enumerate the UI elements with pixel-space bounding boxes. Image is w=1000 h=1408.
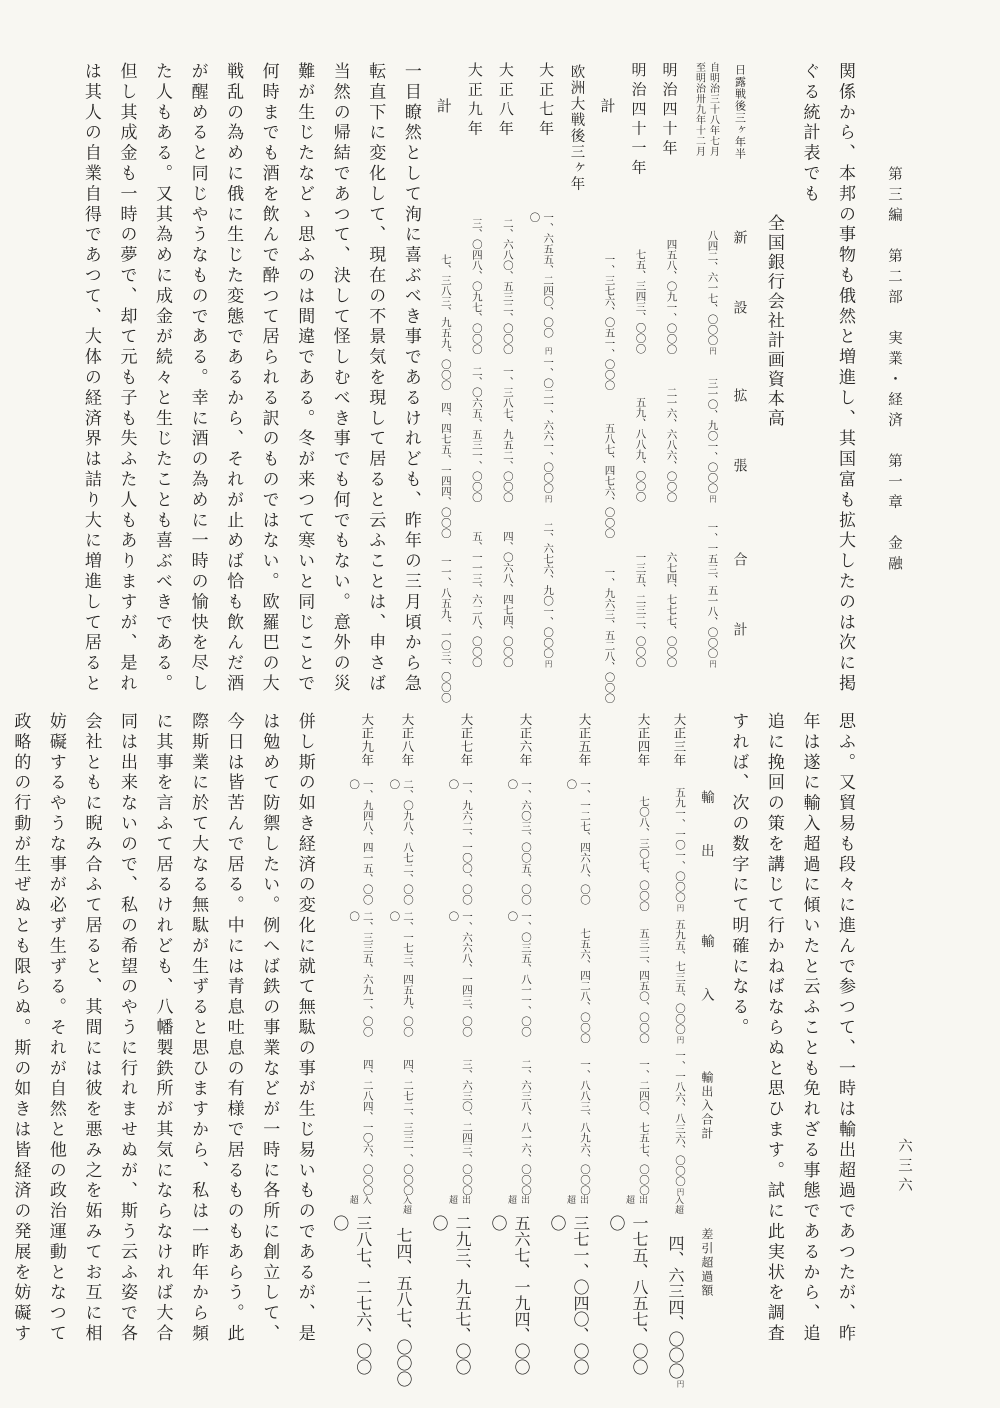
trade-table-row <box>545 712 591 1400</box>
text-column: 関係から、本邦の事物も俄然と増進し、其国富も拡大したのは次に掲 <box>836 62 855 695</box>
trade-cell-export <box>545 779 591 911</box>
amount: 二、六三八、八一六、〇〇〇 <box>520 1058 532 1195</box>
text-column: は其人の自業自得であつて、大体の経済界は詰り大に増進して居ると <box>81 62 101 695</box>
bank-cell-total <box>691 502 719 667</box>
bank-cell-expand <box>691 354 719 502</box>
amount: 四、六三四、〇〇〇 <box>666 1234 684 1379</box>
amount: 五、一一三、六二八、〇〇〇 <box>470 530 482 667</box>
amount: 七五、三四三、〇〇〇 <box>634 249 646 354</box>
top-section <box>65 62 855 704</box>
bank-cell-expand <box>465 354 483 502</box>
balance-direction: 入超 <box>348 1195 372 1205</box>
trade-cell-total <box>604 1043 650 1195</box>
bank-table-row <box>660 62 678 704</box>
bank-row-year: 大正八年 <box>496 62 513 140</box>
amount: 一、六六八、一四三、〇〇〇 <box>447 911 473 1037</box>
amount: 一、二四〇、七五七、〇〇〇 <box>638 1058 650 1195</box>
balance-direction: 出超 <box>566 1195 590 1205</box>
trade-col-header-export: 輸出 <box>698 790 714 897</box>
trade-cell-import <box>486 911 532 1043</box>
bank-period-label: 欧洲大戦後三ヶ年 <box>568 64 585 192</box>
yen-unit: 円 <box>544 494 554 502</box>
amount: 五八七、四七六、〇〇〇 <box>603 422 615 538</box>
bank-row-year <box>691 62 719 212</box>
bottom-section <box>0 712 855 1400</box>
amount: 二、一七三、四五九、〇〇〇 <box>388 911 414 1037</box>
amount: 二、三三五、六九一、〇〇〇 <box>348 911 373 1037</box>
bank-cell-new <box>691 212 719 354</box>
trade-table-row <box>427 712 473 1400</box>
text-column: 妨礙するやうな事が必ず生ずる。それが自然と他の政治運動となつて <box>46 712 66 1345</box>
trade-row-year: 大正六年 <box>518 713 533 767</box>
amount: 一三五、二三二、〇〇〇 <box>634 551 646 667</box>
trade-cell-balance <box>427 1195 473 1387</box>
amount: 一、八八三、八九六、〇〇〇 <box>579 1058 591 1195</box>
bank-col-header-total: 合計 <box>731 552 747 692</box>
bank-cell-new <box>434 248 452 390</box>
balance-direction: 出超 <box>507 1195 531 1205</box>
balance-direction: 出超 <box>625 1195 649 1205</box>
trade-cell-export <box>427 779 473 911</box>
text-column: 政略的の行動が生ぜぬとも限らぬ。斯の如きは皆経済の発展を妨礙す <box>11 712 31 1345</box>
amount: 五九、八八九、〇〇〇 <box>634 397 646 502</box>
bank-table-row <box>527 62 554 704</box>
bank-cell-total <box>434 538 452 703</box>
amount: 一、九六三、五二八、〇〇〇 <box>603 566 615 703</box>
trade-cell-balance <box>328 1195 374 1387</box>
bank-cell-expand <box>598 390 616 538</box>
trade-cell-total <box>328 1043 374 1195</box>
yen-unit: 円 <box>676 903 686 911</box>
bank-cell-new <box>629 212 647 354</box>
trade-cell-total <box>545 1043 591 1195</box>
trade-table-row <box>387 712 414 1400</box>
bank-cell-new <box>465 212 483 354</box>
amount: 二、〇九八、八七二、〇〇〇 <box>388 779 414 905</box>
text-column: すれば、次の数字にて明確になる。 <box>729 712 749 1039</box>
amount: 七〇八、三〇七、〇〇〇 <box>638 795 650 911</box>
amount: 七五六、四二八、〇〇〇 <box>579 927 591 1043</box>
balance-direction: 出超 <box>448 1195 472 1205</box>
bank-cell-total <box>629 502 647 667</box>
bank-row-year: 明治四十年 <box>660 62 677 160</box>
text-column: 年は遂に輸入超過に傾いたと云ふことも免れざる事態であるから、追 <box>800 712 820 1345</box>
text-column: 同は出来ないので、私の希望のやうに行れませぬが、斯う云ふ姿で各 <box>118 712 137 1345</box>
amount: 一、一八六、八三六、〇〇〇 <box>674 1050 686 1187</box>
text-column: ぐる統計表でも <box>800 62 820 205</box>
text-column: に其事を言ふて居るけれども、八幡製鉄所が其気にならなければ大合 <box>153 712 173 1345</box>
bank-table-row <box>691 62 719 704</box>
text-column: 今日は皆苦んで居る。中には青息吐息の有様で居るものもあらう。此 <box>224 712 244 1345</box>
trade-table-row <box>486 712 532 1400</box>
bank-table-header-row <box>732 62 746 704</box>
amount: 一七五、八五七、〇〇〇 <box>607 1214 648 1375</box>
amount: 一、九六二、一〇〇、〇〇〇 <box>447 779 473 905</box>
trade-cell-import <box>427 911 473 1043</box>
yen-unit: 円 <box>676 1187 686 1195</box>
trade-cell-total <box>387 1043 414 1195</box>
bank-row-year: 大正九年 <box>465 62 482 140</box>
yen-unit: 円 <box>544 659 554 667</box>
trade-cell-total <box>486 1043 532 1195</box>
trade-header-spacer <box>699 712 713 778</box>
text-column: 難が生じたなどゝ思ふのは間違である。冬が来つて寒いと同じことで <box>295 62 315 695</box>
amount: 一、六〇三、〇〇五、〇〇〇 <box>506 779 532 905</box>
amount: 一、一二七、四六八、〇〇〇 <box>565 779 591 905</box>
text-column: は勉めて防禦したい。例へば鉄の事業などが一時に各所に創立して、 <box>260 712 280 1345</box>
balance-direction: 入超 <box>402 1195 413 1215</box>
trade-col-header-total: 輸出入合計 <box>699 1071 714 1141</box>
text-column: 戦乱の為めに俄に生じた変態であるから、それが止めば恰も飲んだ酒 <box>224 62 244 695</box>
bank-table-row <box>465 62 483 704</box>
trade-cell-import <box>663 911 686 1043</box>
amount: 三、〇四八、〇九七、〇〇〇 <box>470 217 482 354</box>
trade-cell-export <box>328 779 374 911</box>
bank-row-year: 明治四十一年 <box>629 62 646 179</box>
bank-table-subtotal-row <box>598 62 616 704</box>
trade-cell-import <box>387 911 414 1043</box>
amount: 四、二八四、一〇六、〇〇〇 <box>361 1058 373 1195</box>
yen-unit: 円 <box>676 1035 686 1043</box>
text-column: 思ふ。又貿易も段々に進んで参つて、一時は輸出超過であつたが、昨 <box>836 712 855 1345</box>
amount: 一、三七六、〇五一、〇〇〇 <box>603 253 615 390</box>
amount: 七四、五八七、〇〇〇 <box>394 1227 412 1387</box>
page-number: 六三六 <box>896 1138 912 1197</box>
running-head: 第三編 第二部 実業・経済 第一章 金融 <box>886 166 902 576</box>
bank-col-header-expand: 拡張 <box>731 388 747 528</box>
yen-unit: 円 <box>708 659 718 667</box>
text-column: 当然の帰結であつて、決して怪しむべき事でも何でもない。意外の災 <box>330 62 350 695</box>
trade-cell-export <box>663 779 686 911</box>
bank-cell-expand <box>434 390 452 538</box>
text-column: 追に挽回の策を講じて行かねばならぬと思ひます。試に此実状を調査 <box>764 712 784 1345</box>
trade-row-year: 大正四年 <box>636 713 651 767</box>
trade-row-year: 大正七年 <box>459 713 474 767</box>
bank-table-title: 全国銀行会社計画資本高 <box>764 214 784 429</box>
yen-unit: 円 <box>708 346 718 354</box>
trade-table-row <box>663 712 686 1400</box>
trade-col-header-balance: 差引超過額 <box>699 1228 714 1298</box>
bank-cell-new <box>660 212 678 354</box>
trade-cell-export <box>387 779 414 911</box>
amount: 二、〇六五、五三一、〇〇〇 <box>470 365 482 502</box>
amount: 四、〇六八、四七四、〇〇〇 <box>501 530 513 667</box>
bank-cell-total <box>465 502 483 667</box>
amount: 三七一、〇四〇、〇〇〇 <box>548 1214 589 1375</box>
trade-cell-import <box>328 911 374 1043</box>
amount: 一、〇三五、八一一、〇〇〇 <box>506 911 532 1037</box>
year-range-to: 至明治卅九年十二月 <box>693 62 705 157</box>
text-column: 一目瞭然として洵に喜ぶべき事であるけれども、昨年の三月頃から急 <box>401 62 421 695</box>
amount: 二一六、六八六、〇〇〇 <box>665 386 677 502</box>
trade-cell-balance <box>387 1195 414 1387</box>
amount: 五六七、一九四、〇〇〇 <box>489 1214 530 1375</box>
yen-unit: 円 <box>708 494 718 502</box>
trade-cell-balance <box>604 1195 650 1387</box>
trade-cell-export <box>486 779 532 911</box>
text-column: た人もある。又其為めに成金が続々と生じたことも喜ぶべきである。 <box>153 62 173 695</box>
text-column: 転直下に変化して、現在の不景気を現して居ると云ふことは、申さば <box>366 62 386 695</box>
amount: 四五八、〇九一、〇〇〇 <box>665 238 677 354</box>
text-column: が醒めると同じやうなものである。幸に酒の為めに一時の愉快を尽し <box>188 62 208 695</box>
bank-cell-new <box>527 212 554 354</box>
bank-table-row <box>496 62 514 704</box>
amount: 二、六七六、九〇一、〇〇〇 <box>542 522 554 659</box>
balance-direction: 入超 <box>674 1195 685 1215</box>
year-range-from: 自明治三十八年七月 <box>707 62 719 157</box>
amount: 二、六八〇、五三二、〇〇〇 <box>501 217 513 354</box>
text-column: 会社ともに睨み合ふて居ると、其間には彼を悪み之を妬みてお互に相 <box>82 712 102 1345</box>
bank-cell-total <box>660 502 678 667</box>
amount: 一一、八五九、一〇三、〇〇〇 <box>439 556 451 703</box>
amount: 三一〇、九〇一、〇〇〇 <box>706 378 718 494</box>
trade-cell-total <box>663 1043 686 1195</box>
trade-cell-export <box>604 779 650 911</box>
amount: 四、二七二、三三一、〇〇〇 <box>402 1058 414 1195</box>
amount: 二九三、九五七、〇〇〇 <box>430 1214 471 1375</box>
trade-row-year: 大正五年 <box>577 713 592 767</box>
trade-cell-balance <box>663 1195 686 1387</box>
amount: 三八七、二七六、〇〇〇 <box>330 1214 371 1375</box>
bank-table-section-row <box>567 62 584 704</box>
bank-cell-total <box>527 502 554 667</box>
trade-table-header-row <box>699 712 713 1400</box>
trade-cell-balance <box>545 1195 591 1387</box>
bank-cell-expand <box>660 354 678 502</box>
amount: 一、一五三、五一八、〇〇〇 <box>706 522 718 659</box>
bank-cell-new <box>598 248 616 390</box>
trade-row-year: 大正三年 <box>672 713 687 767</box>
bank-cell-expand <box>496 354 514 502</box>
amount: 五九五、七三五、〇〇〇 <box>674 919 686 1035</box>
trade-row-year: 大正八年 <box>400 713 415 767</box>
amount: 三、六三〇、二四三、〇〇〇 <box>461 1058 473 1195</box>
trade-row-year: 大正九年 <box>359 713 374 767</box>
yen-unit: 円 <box>544 346 554 354</box>
trade-table-row <box>604 712 650 1400</box>
trade-cell-balance <box>486 1195 532 1387</box>
bank-period-label: 日露戦後三ヶ年半 <box>733 64 746 160</box>
bank-cell-expand <box>629 354 647 502</box>
bank-table-row <box>629 62 647 704</box>
bank-cell-total <box>496 502 514 667</box>
yen-unit: 円 <box>676 1379 686 1387</box>
bank-cell-total <box>598 538 616 703</box>
bank-row-year: 計 <box>598 98 615 118</box>
bank-row-year: 大正七年 <box>537 62 554 140</box>
amount: 一、六五五、二四〇、〇〇〇 <box>528 212 554 338</box>
bank-cell-new <box>496 212 514 354</box>
bank-table-subtotal-row <box>434 62 452 704</box>
bank-cell-expand <box>527 354 554 502</box>
text-column: 際斯業に於て大なる無駄が生ずると思ひますから、私は一昨年から頻 <box>189 712 209 1345</box>
text-column: 但し其成金も一時の夢で、却て元も子も失ふた人もありますが、是れ <box>117 62 137 695</box>
text-column: 併し斯の如き経済の変化に就て無駄の事が生じ易いものであるが、是 <box>295 712 315 1345</box>
amount: 八四二、六一七、〇〇〇 <box>706 230 718 346</box>
bank-capital-table <box>434 62 746 704</box>
amount: 五三二、四五〇、〇〇〇 <box>638 927 650 1043</box>
amount: 七、三八三、九五九、〇〇〇 <box>439 253 451 390</box>
trade-cell-import <box>604 911 650 1043</box>
trade-col-header-import: 輸入 <box>698 934 714 1041</box>
bank-row-year: 計 <box>434 98 451 118</box>
amount: 四、四七五、一四四、〇〇〇 <box>439 401 451 538</box>
trade-cell-total <box>427 1043 473 1195</box>
trade-cell-import <box>545 911 591 1043</box>
trade-balance-table <box>328 712 713 1400</box>
amount: 一、〇二一、六六一、〇〇〇 <box>542 357 554 494</box>
text-column: 何時までも酒を飲んで酔つて居られる訳のものではない。欧羅巴の大 <box>259 62 279 695</box>
amount: 五九一、一〇一、〇〇〇 <box>674 787 686 903</box>
amount: 一、三八七、九五二、〇〇〇 <box>501 365 513 502</box>
trade-table-row <box>328 712 374 1400</box>
amount: 六七四、七七七、〇〇〇 <box>665 551 677 667</box>
bank-col-header-new: 新設 <box>731 230 747 370</box>
amount: 一、九四八、四一五、〇〇〇 <box>348 779 373 905</box>
